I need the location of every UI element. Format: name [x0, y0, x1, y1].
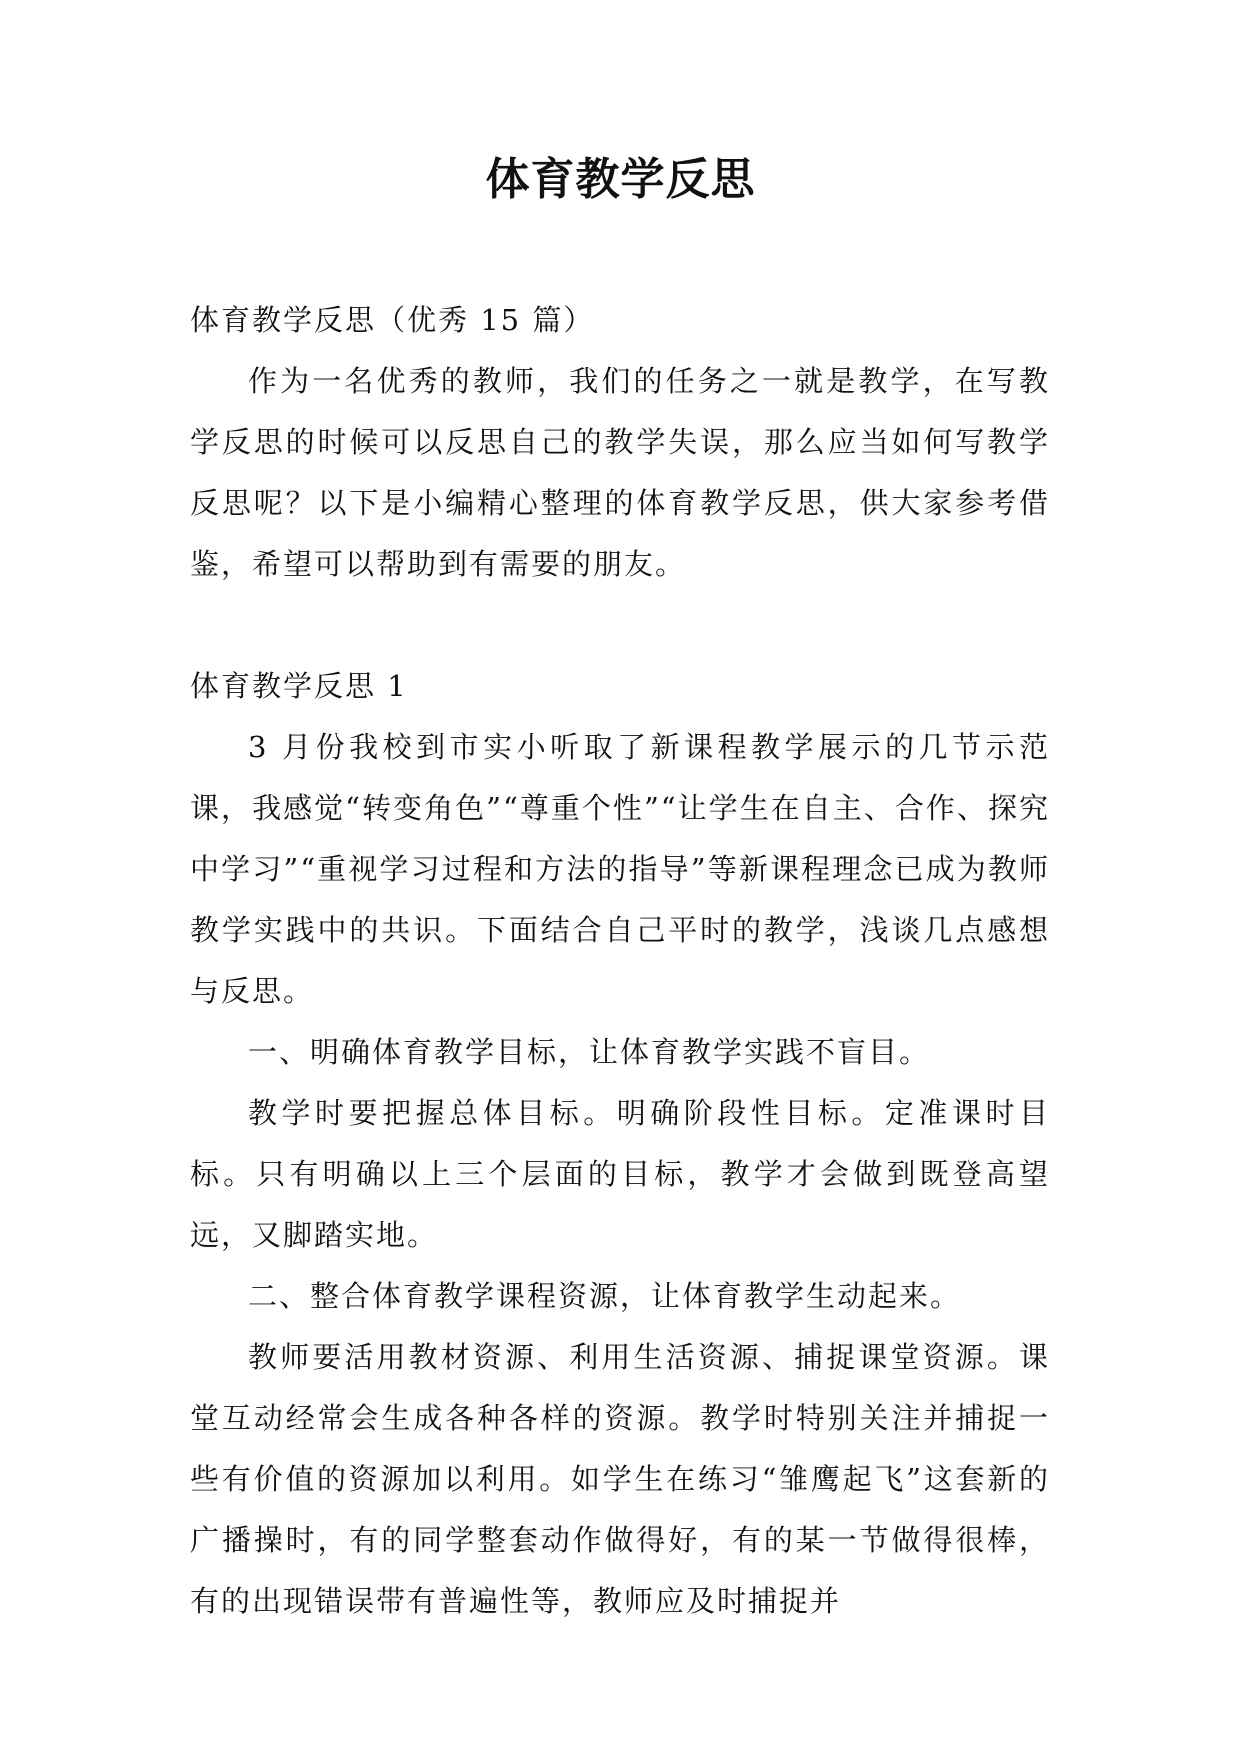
intro-paragraph: 作为一名优秀的教师，我们的任务之一就是教学，在写教学反思的时候可以反思自己的教学失误，那么应当如何写教学反思呢？以下是小编精心整理的体育教学反思，供大家参考借鉴，希望可以帮助到有需要的朋友。 — [190, 364, 1050, 581]
section-heading: 体育教学反思 1 — [190, 669, 408, 703]
body-paragraph: 3 月份我校到市实小听取了新课程教学展示的几节示范课，我感觉“转变角色”“尊重个性”“让学生在自主、合作、探究中学习”“重视学习过程和方法的指导”等新课程理念已成为教师教学实践中的共识。下面结合自己平时的教学，浅谈几点感想与反思。 — [190, 730, 1050, 1008]
point-heading: 一、明确体育教学目标，让体育教学实践不盲目。 — [248, 1035, 931, 1069]
document-body — [190, 290, 1050, 1632]
point-heading: 二、整合体育教学课程资源，让体育教学生动起来。 — [248, 1279, 962, 1313]
body-paragraph: 教学时要把握总体目标。明确阶段性目标。定准课时目标。只有明确以上三个层面的目标，教学才会做到既登高望远，又脚踏实地。 — [190, 1096, 1050, 1252]
document-title: 体育教学反思 — [485, 154, 756, 205]
document-subtitle: 体育教学反思（优秀 15 篇） — [190, 303, 595, 337]
body-paragraph: 教师要活用教材资源、利用生活资源、捕捉课堂资源。课堂互动经常会生成各种各样的资源。教学时特别关注并捕捉一些有价值的资源加以利用。如学生在练习“雏鹰起飞”这套新的广播操时，有的同学整套动作做得好，有的某一节做得很棒，有的出现错误带有普遍性等，教师应及时捕捉并 — [190, 1340, 1050, 1618]
